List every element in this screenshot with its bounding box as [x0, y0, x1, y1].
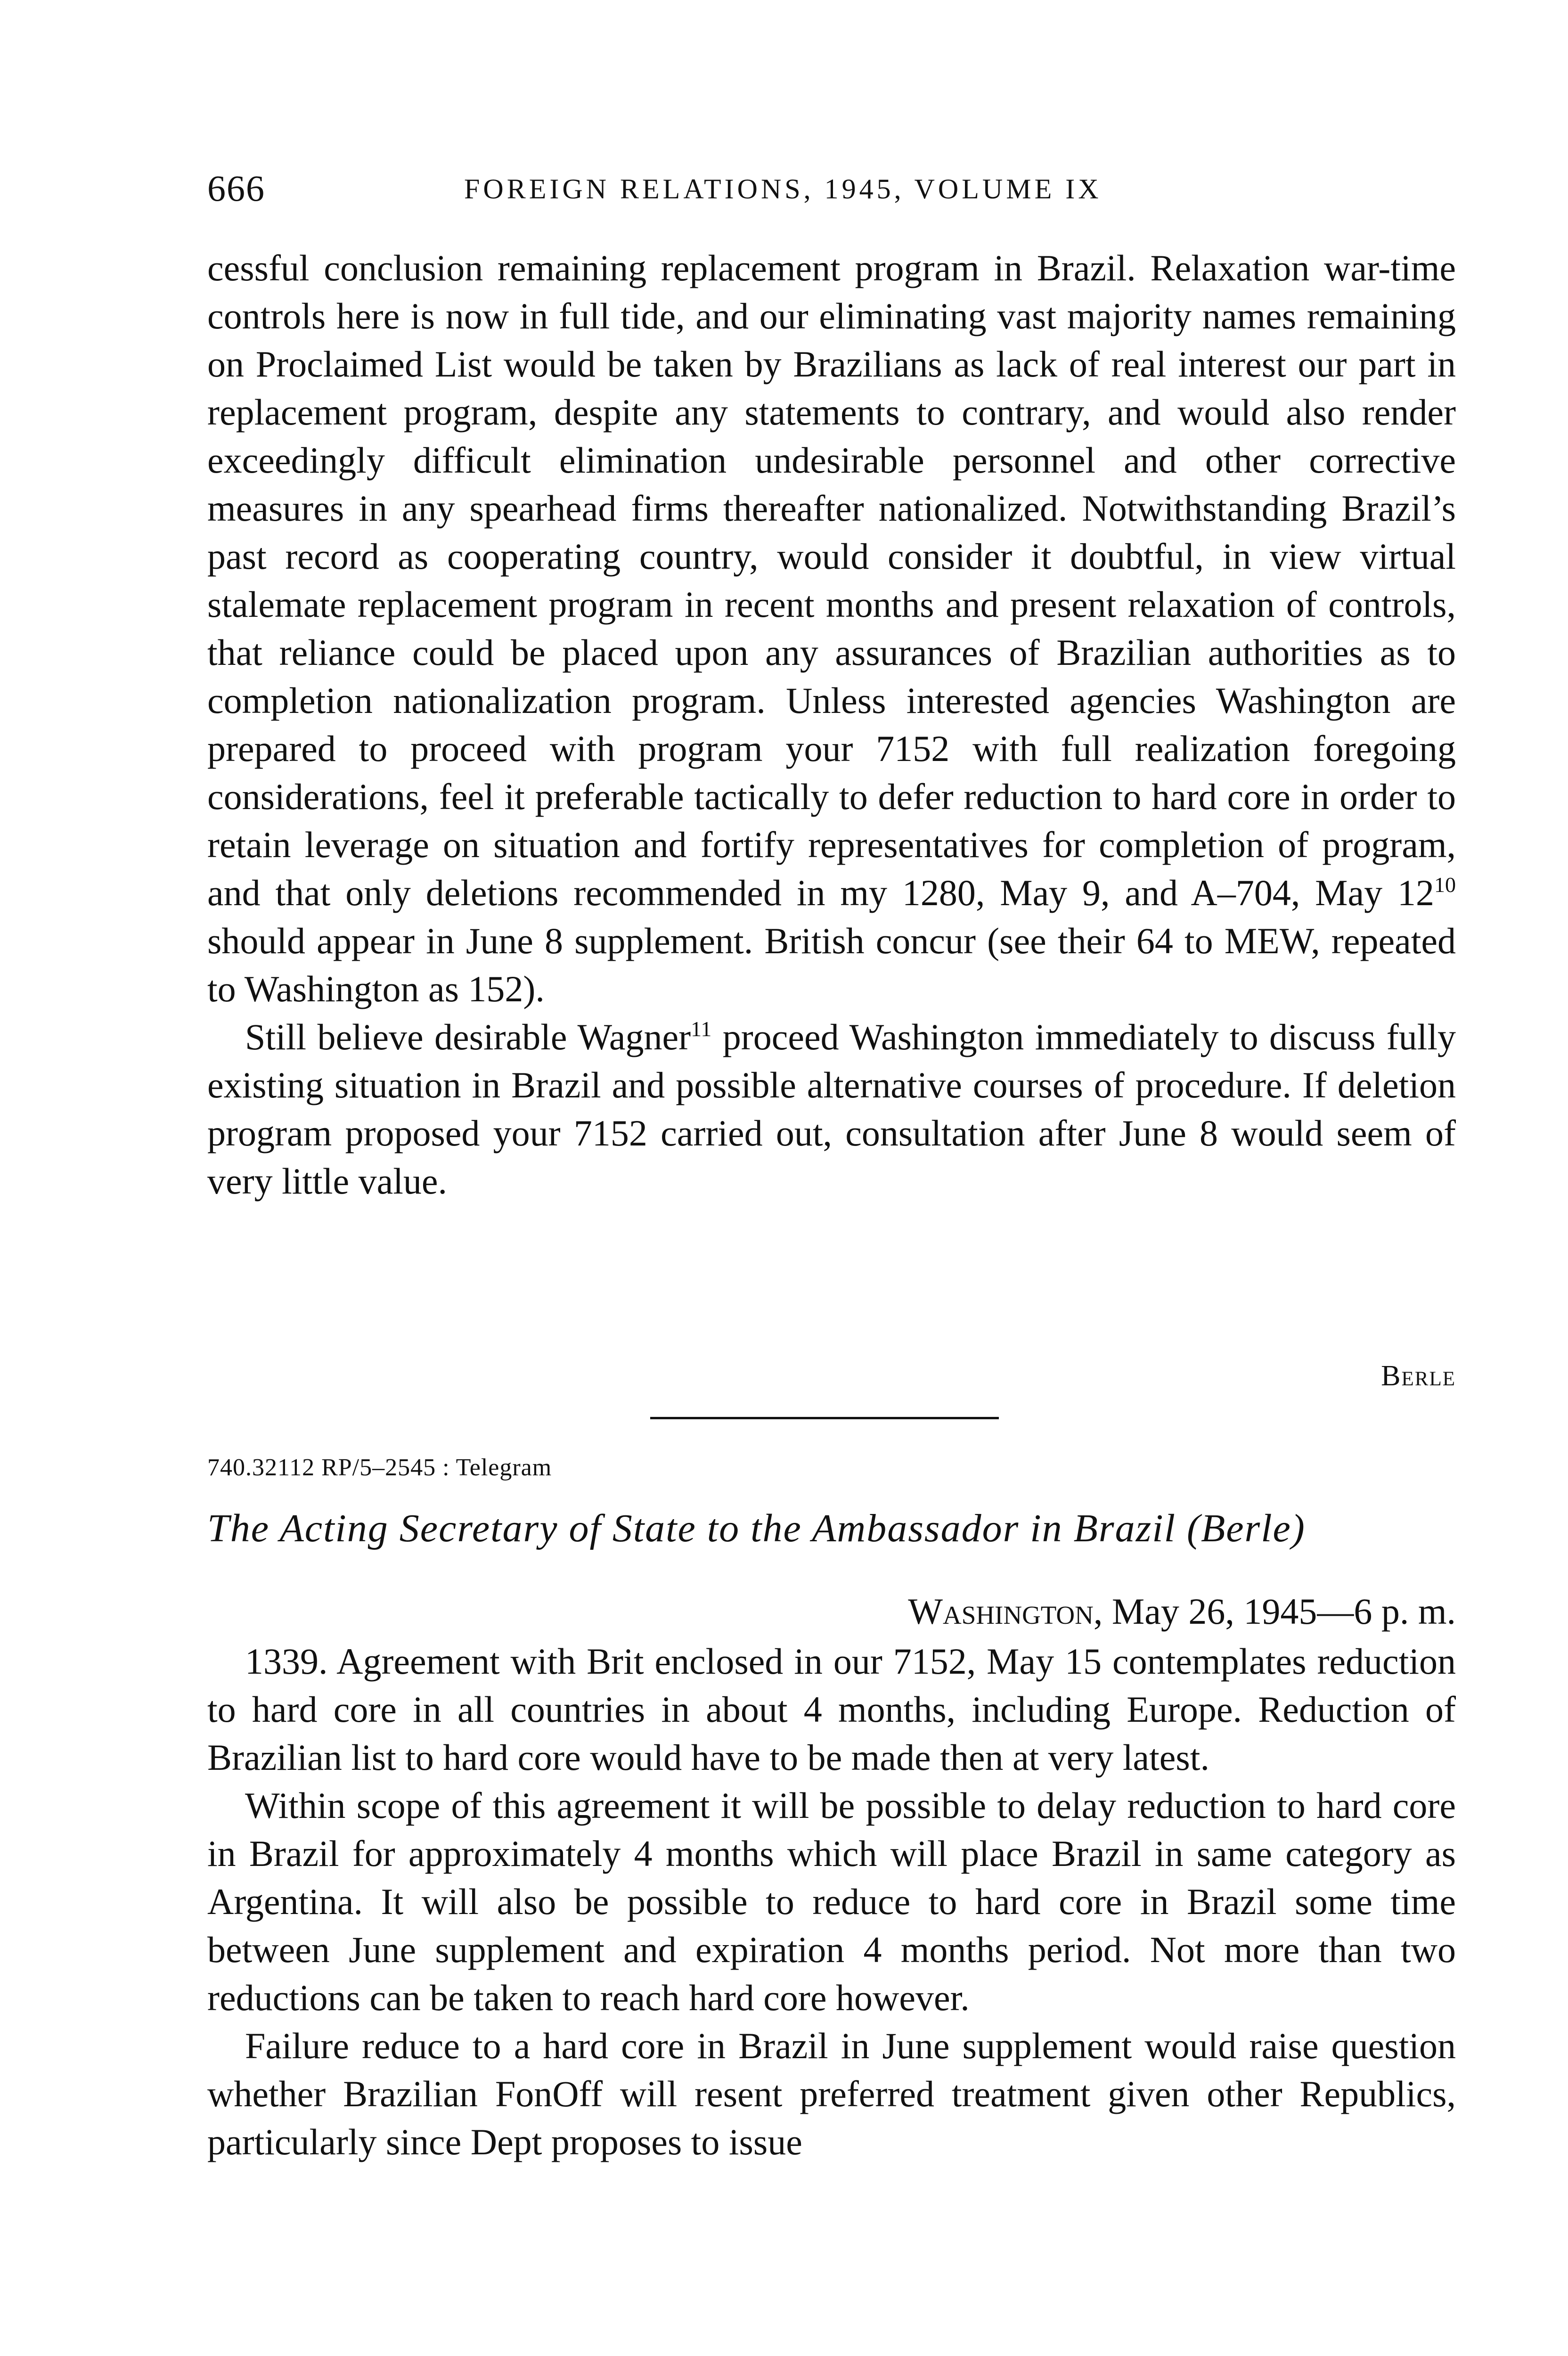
- running-head-title: FOREIGN RELATIONS, 1945, VOLUME IX: [464, 173, 1102, 205]
- paragraph-text: cessful conclusion remaining replacement program in Brazil. Relaxation war-time controls here is now in full tide, and our eliminating vast majority names remaining on Proclaimed List would be taken by Brazilians as lack of real interest our part in replacement program, despite any statements to contrary, and would also render exceedingly difficult elimination undesirable personnel and other corrective measures in any spearhead firms thereafter nationalized. Notwithstanding Brazil’s past record as cooperating country, would consider it doubtful, in view virtual stalemate replacement program in recent months and present relaxation of controls, that reliance could be placed upon any assurances of Brazilian authorities as to completion nationalization program. Unless interested agencies Washington are prepared to proceed with program your 7152 with full realization foregoing considerations, feel it preferable tactically to defer reduction to hard core in order to retain leverage on situation and fortify representatives for completion of program, and that only deletions recommended in my 1280, May 9, and A–704, May 12: [207, 247, 1456, 913]
- section-divider: [650, 1417, 999, 1419]
- running-head: [207, 167, 1456, 210]
- paragraph: 1339. Agreement with Brit enclosed in our 7152, May 15 contemplates reduction to hard core in all countries in about 4 months, including Europe. Reduction of Brazilian list to hard core would have to be made then at very latest.: [207, 1641, 1456, 1778]
- paragraph: [207, 1013, 1456, 1205]
- continued-paragraph: [207, 244, 1456, 1013]
- signature: Berle: [1381, 1360, 1456, 1392]
- file-reference: 740.32112 RP/5–2545 : Telegram: [207, 1454, 552, 1481]
- dateline-place: Washington: [908, 1591, 1094, 1632]
- page-number: 666: [207, 168, 265, 209]
- paragraph-text: proceed Washington immediately to discuss fully existing situation in Brazil and possible alternative courses of procedure. If deletion program proposed your 7152 carried out, consultation after June 8 would seem of very little value.: [207, 1016, 1456, 1202]
- footnote-ref: 11: [691, 1017, 712, 1041]
- paragraph: Within scope of this agreement it will be possible to delay reduction to hard core in Brazil for approximately 4 months which will place Brazil in same category as Argentina. It will also be possible to reduce to hard core in Brazil some time between June supplement and expiration 4 months period. Not more than two reductions can be taken to reach hard core however.: [207, 1785, 1456, 2018]
- document-title: The Acting Secretary of State to the Ambassador in Brazil (Berle): [207, 1506, 1306, 1550]
- paragraph-text: should appear in June 8 supplement. British concur (see their 64 to MEW, repeated to Washington as 152).: [207, 920, 1456, 1009]
- telegram-text: [207, 1637, 1456, 2166]
- paragraph: Failure reduce to a hard core in Brazil in June supplement would raise question whether Brazilian FonOff will resent preferred treatment given other Republics, particularly since Dept proposes to issue: [207, 2025, 1456, 2162]
- dateline: [207, 1590, 1456, 1633]
- paragraph-text: Still believe desirable Wagner: [245, 1016, 691, 1057]
- continued-telegram-text: [207, 244, 1456, 1205]
- footnote-ref: 10: [1434, 873, 1456, 897]
- dateline-date: , May 26, 1945—6 p. m.: [1093, 1591, 1456, 1632]
